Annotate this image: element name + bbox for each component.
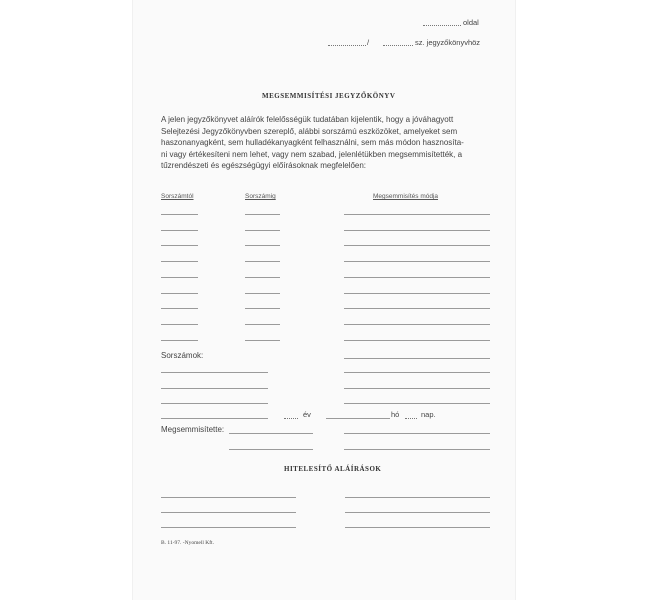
method-field[interactable]: [344, 245, 490, 246]
from-field[interactable]: [161, 324, 198, 325]
method-field[interactable]: [344, 261, 490, 262]
page-label: oldal: [463, 18, 479, 27]
to-field[interactable]: [245, 340, 280, 341]
place-field[interactable]: [161, 418, 268, 419]
destroyed-by-signature-2[interactable]: [344, 433, 490, 434]
signatures-title: HITELESÍTŐ ALÁÍRÁSOK: [284, 465, 382, 473]
method-field[interactable]: [344, 388, 490, 389]
to-field[interactable]: [245, 261, 280, 262]
page-number-field[interactable]: [423, 25, 461, 26]
from-field[interactable]: [161, 261, 198, 262]
method-field[interactable]: [344, 230, 490, 231]
to-field[interactable]: [245, 277, 280, 278]
destroyed-by-signature-4[interactable]: [344, 449, 490, 450]
intro-line: ni vagy értékesíteni nem lehet, vagy nem szabad, jelenlétükben megsemmisítették, a: [161, 149, 463, 159]
intro-paragraph: [161, 114, 499, 172]
intro-line: A jelen jegyzőkönyvet aláírók felelősségük tudatában kijelentik, hogy a jóváhagyott: [161, 115, 454, 124]
register-year-field[interactable]: [383, 45, 413, 46]
destroyed-by-label: Megsemmisítette:: [161, 425, 225, 434]
document-sheet: [133, 0, 515, 600]
serials-label: Sorszámok:: [161, 351, 204, 360]
signature-line[interactable]: [161, 527, 296, 528]
year-field[interactable]: [284, 418, 298, 419]
register-number-field[interactable]: [328, 45, 366, 46]
header-slash: /: [367, 38, 370, 47]
column-header-to: Sorszámig: [245, 193, 276, 200]
from-field[interactable]: [161, 214, 198, 215]
from-field[interactable]: [161, 230, 198, 231]
method-field[interactable]: [344, 340, 490, 341]
document-title: MEGSEMMISÍTÉSI JEGYZŐKÖNYV: [262, 92, 396, 100]
method-field[interactable]: [344, 308, 490, 309]
to-field[interactable]: [245, 293, 280, 294]
form-code: B. 11-97. -Nyomell Kft.: [161, 540, 214, 546]
from-field[interactable]: [161, 277, 198, 278]
intro-line: tűzrendészeti és egészségügyi előírásoknak megfelelően:: [161, 161, 367, 170]
to-field[interactable]: [245, 245, 280, 246]
signature-line[interactable]: [345, 527, 490, 528]
day-label: nap.: [421, 410, 436, 419]
serial-line[interactable]: [161, 403, 268, 404]
method-field[interactable]: [344, 358, 490, 359]
method-field[interactable]: [344, 293, 490, 294]
year-label: év: [303, 410, 311, 419]
method-field[interactable]: [344, 214, 490, 215]
method-field[interactable]: [344, 372, 490, 373]
from-field[interactable]: [161, 293, 198, 294]
from-field[interactable]: [161, 340, 198, 341]
signature-line[interactable]: [345, 497, 490, 498]
serial-line[interactable]: [161, 372, 268, 373]
column-header-from: Sorszámtól: [161, 193, 194, 200]
destroyed-by-signature-3[interactable]: [229, 449, 313, 450]
from-field[interactable]: [161, 245, 198, 246]
register-label: sz. jegyzőkönyvhöz: [415, 38, 481, 47]
signature-line[interactable]: [161, 497, 296, 498]
month-field[interactable]: [326, 418, 390, 419]
to-field[interactable]: [245, 230, 280, 231]
to-field[interactable]: [245, 214, 280, 215]
to-field[interactable]: [245, 324, 280, 325]
signature-line[interactable]: [161, 512, 296, 513]
destroyed-by-signature-1[interactable]: [229, 433, 313, 434]
method-field[interactable]: [344, 324, 490, 325]
method-field[interactable]: [344, 403, 490, 404]
serial-line[interactable]: [161, 388, 268, 389]
to-field[interactable]: [245, 308, 280, 309]
intro-line: Selejtezési Jegyzőkönyvben szereplő, alábbi sorszámú eszközöket, amelyeket sem: [161, 126, 458, 136]
column-header-method: Megsemmisítés módja: [373, 193, 439, 200]
method-field[interactable]: [344, 277, 490, 278]
month-label: hó: [391, 410, 400, 419]
from-field[interactable]: [161, 308, 198, 309]
intro-line: haszonanyagként, sem hulladékanyagként felhasználni, sem más módon hasznosíta-: [161, 138, 464, 147]
day-field[interactable]: [405, 418, 417, 419]
signature-line[interactable]: [345, 512, 490, 513]
